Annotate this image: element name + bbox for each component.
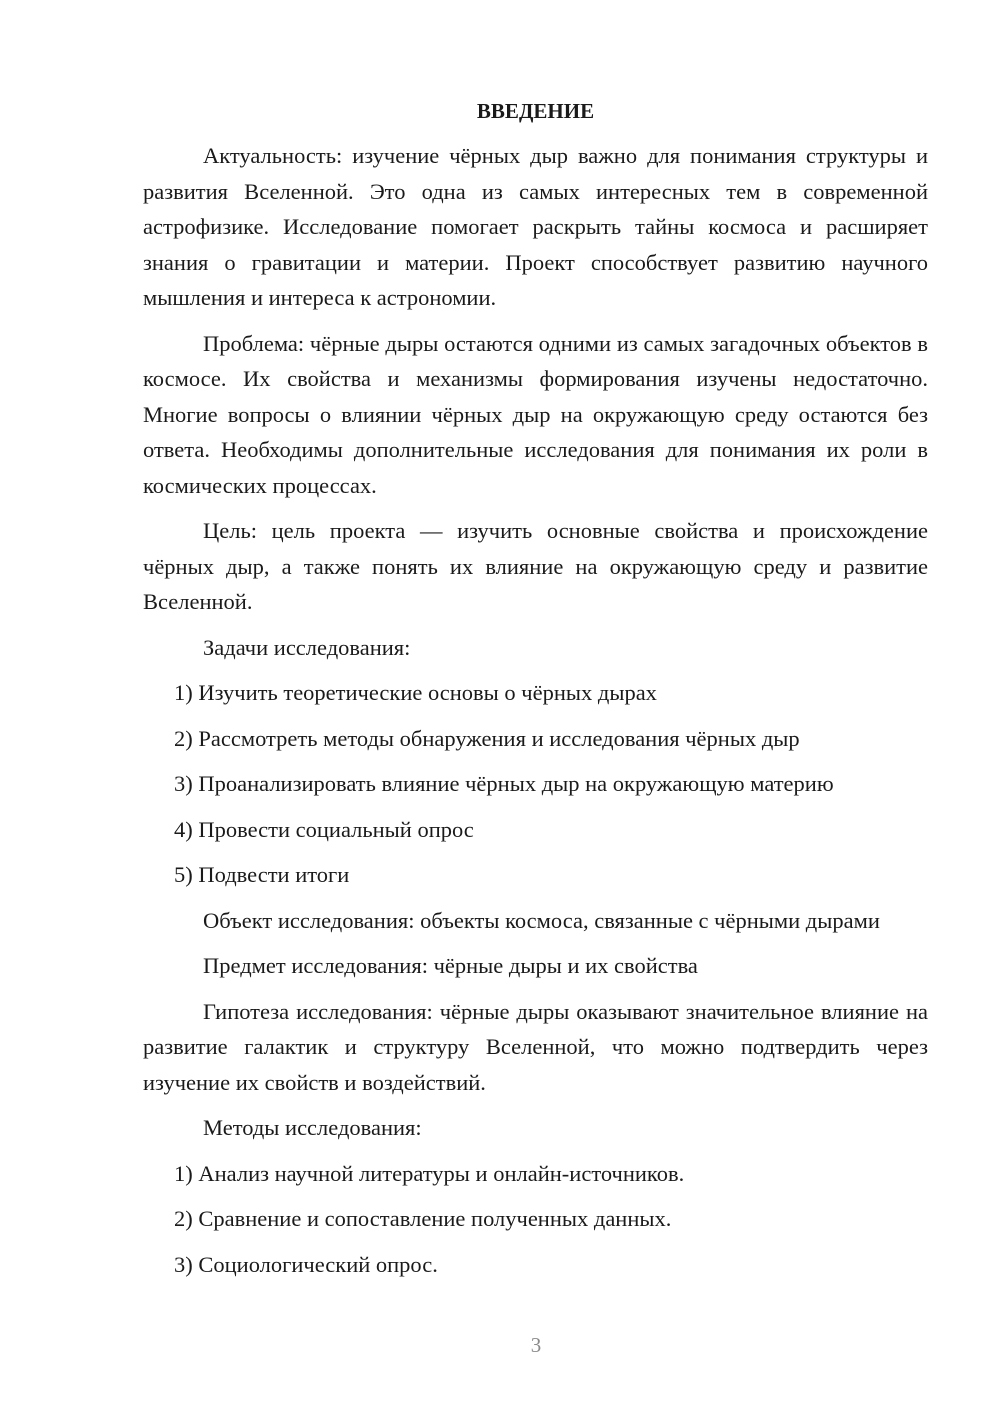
methods-list: [143, 1156, 928, 1283]
method-item: 1) Анализ научной литературы и онлайн-источников.: [174, 1160, 685, 1186]
tasks-list: [143, 675, 928, 893]
document-page: [143, 96, 928, 1292]
task-item: 4) Провести социальный опрос: [174, 816, 474, 842]
task-item: 3) Проанализировать влияние чёрных дыр на окружающую материю: [174, 771, 834, 796]
subject-paragraph: Предмет исследования: чёрные дыры и их свойства: [203, 953, 698, 978]
task-item: 2) Рассмотреть методы обнаружения и исследования чёрных дыр: [174, 725, 800, 751]
method-item: 2) Сравнение и сопоставление полученных данных.: [174, 1206, 672, 1231]
tasks-label: Задачи исследования:: [203, 634, 411, 660]
goal-paragraph: Цель: цель проекта — изучить основные свойства и происхождение чёрных дыр, а также понять их влияние на окружающую среду и развитие Вселенной.: [143, 518, 928, 614]
methods-label: Методы исследования:: [203, 1115, 422, 1140]
section-title: ВВЕДЕНИЕ: [476, 99, 595, 123]
relevance-paragraph: Актуальность: изучение чёрных дыр важно для понимания структуры и развития Вселенной. Это одна из самых интересных тем в современной астрофизике. Исследование помогает раскрыть тайны космоса и расширяет знания о гравитации и материи. Проект способствует развитию научного мышления и интереса к астрономии.: [143, 143, 928, 310]
task-item: 1) Изучить теоретические основы о чёрных дырах: [174, 680, 657, 705]
object-paragraph: Объект исследования: объекты космоса, связанные с чёрными дырами: [203, 907, 880, 933]
problem-paragraph: Проблема: чёрные дыры остаются одними из самых загадочных объектов в космосе. Их свойства и механизмы формирования изучены недостаточно. Многие вопросы о влиянии чёрных дыр на окружающую среду остаются без ответа. Необходимы дополнительные исследования для понимания их роли в космических процессах.: [143, 330, 928, 498]
hypothesis-paragraph: Гипотеза исследования: чёрные дыры оказывают значительное влияние на развитие галактик и структуру Вселенной, что можно подтвердить через изучение их свойств и воздействий.: [143, 998, 928, 1095]
task-item: 5) Подвести итоги: [174, 862, 350, 887]
method-item: 3) Социологический опрос.: [174, 1251, 438, 1277]
page-number: 3: [530, 1333, 542, 1357]
